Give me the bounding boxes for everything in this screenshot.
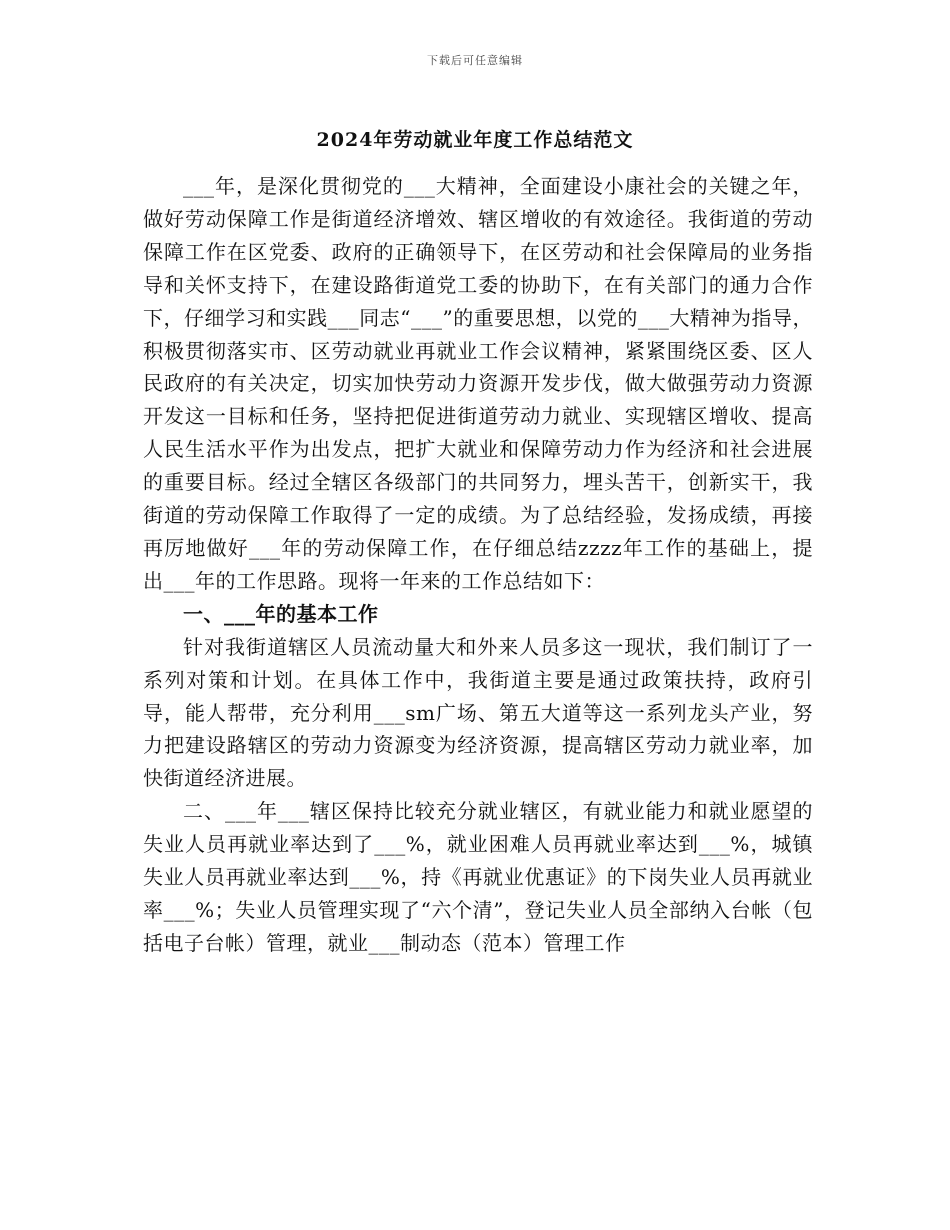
body-paragraph: 针对我街道辖区人员流动量大和外来人员多这一现状，我们制订了一系列对策和计划。在具体工作中，我街道主要是通过政策扶持，政府引导，能人帮带，充分利用___sm广场、第五大道等这一系列龙头产业，努力把建设路辖区的劳动力资源变为经济资源，提高辖区劳动力就业率，加快街道经济进展。 <box>143 634 813 791</box>
document-title: 2024年劳动就业年度工作总结范文 <box>316 129 634 151</box>
document-body <box>143 170 813 960</box>
body-paragraph: 二、___年___辖区保持比较充分就业辖区，有就业能力和就业愿望的失业人员再就业率达到了___%，就业困难人员再就业率达到___%，城镇失业人员再就业率达到___%，持《再就业优惠证》的下岗失业人员再就业率___%；失业人员管理实现了“六个清”，登记失业人员全部纳入台帐（包括电子台帐）管理，就业___制动态（范本）管理工作 <box>143 799 813 955</box>
section-heading: 一、___年的基本工作 <box>183 601 379 626</box>
intro-paragraph: ___年，是深化贯彻党的___大精神，全面建设小康社会的关键之年，做好劳动保障工作是街道经济增效、辖区增收的有效途径。我街道的劳动保障工作在区党委、政府的正确领导下，在区劳动和社会保障局的业务指导和关怀支持下，在建设路街道党工委的协助下，在有关部门的通力合作下，仔细学习和实践___同志“___”的重要思想，以党的___大精神为指导，积极贯彻落实市、区劳动就业再就业工作会议精神，紧紧围绕区委、区人民政府的有关决定，切实加快劳动力资源开发步伐，做大做强劳动力资源开发这一目标和任务，坚持把促进街道劳动力就业、实现辖区增收、提高人民生活水平作为出发点，把扩大就业和保障劳动力作为经济和社会进展的重要目标。经过全辖区各级部门的共同努力，埋头苦干，创新实干，我街道的劳动保障工作取得了一定的成绩。为了总结经验，发扬成绩，再接再厉地做好___年的劳动保障工作，在仔细总结zzzz年工作的基础上，提出___年的工作思路。现将一年来的工作总结如下： <box>143 174 813 593</box>
header-note: 下载后可任意编辑 <box>427 54 523 67</box>
